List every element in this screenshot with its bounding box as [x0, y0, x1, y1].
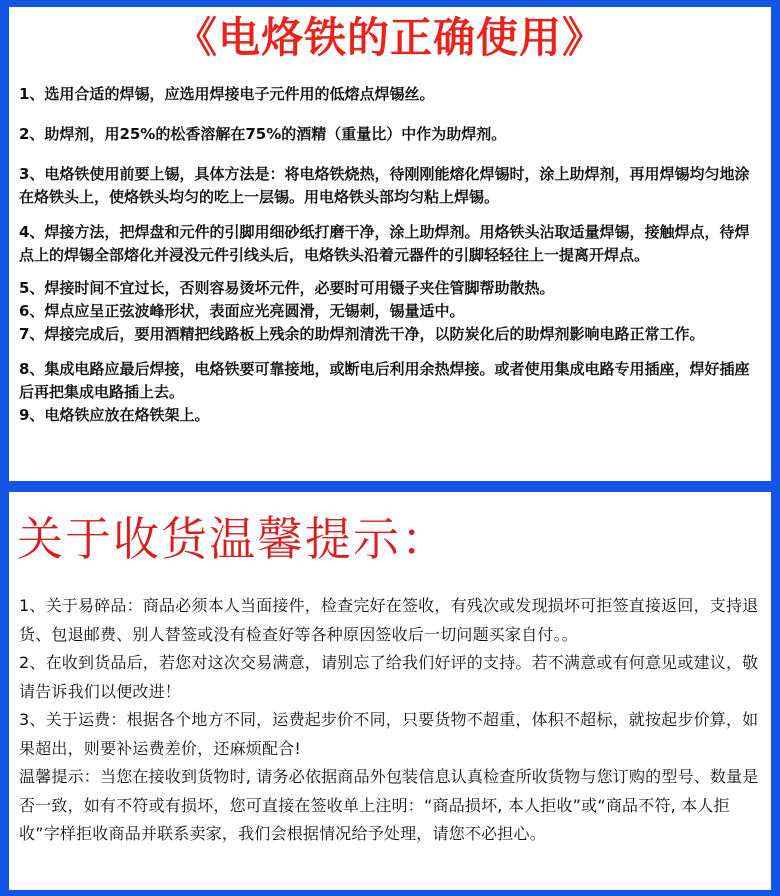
usage-item-6: 6、焊点应呈正弦波峰形状，表面应光亮圆滑，无锡刺，锡量适中。: [19, 302, 465, 320]
tip-item-reminder: 温馨提示：当您在接收到货物时, 请务必依据商品外包装信息认真检查所收货物与您订购的型号、数量是否一致，如有不符或有损坏，您可直接在签收单上注明：“商品损坏, 本人拒收”或“商品不符, 本人拒收”字样拒收商品并联系卖家，我们会根据情况给予处理，请您不必担心。: [19, 767, 759, 843]
tips-list: [9, 592, 771, 849]
usage-title: 《电烙铁的正确使用》: [174, 13, 605, 62]
usage-item-3: 3、电烙铁使用前要上锡，具体方法是：将电烙铁烧热，待刚刚能熔化焊锡时，涂上助焊剂，再用焊锡均匀地涂在烙铁头上，使烙铁头均匀的吃上一层锡。用电烙铁头部均匀粘上焊锡。: [19, 165, 750, 206]
usage-item-9: 9、电烙铁应放在烙铁架上。: [19, 406, 210, 424]
usage-list: [9, 83, 771, 427]
shipping-tips-panel: [9, 492, 771, 890]
usage-panel: [9, 7, 771, 481]
tip-item-shipping-fee: 3、关于运费：根据各个地方不同，运费起步价不同，只要货物不超重，体积不超标，就按起步价算，如果超出，则要补运费差价，还麻烦配合!: [19, 710, 759, 758]
tip-item-review: 2、在收到货品后，若您对这次交易满意，请别忘了给我们好评的支持。若不满意或有何意见或建议，敬请告诉我们以便改进！: [19, 653, 759, 701]
usage-item-5: 5、焊接时间不宜过长，否则容易烫坏元件，必要时可用镊子夹住管脚帮助散热。: [19, 279, 555, 297]
usage-item-8: 8、集成电路应最后焊接，电烙铁要可靠接地，或断电后利用余热焊接。或者使用集成电路专用插座，焊好插座后再把集成电路插上去。: [19, 360, 750, 401]
usage-item-4: 4、焊接方法，把焊盘和元件的引脚用细砂纸打磨干净，涂上助焊剂。用烙铁头沾取适量焊锡，接触焊点，待焊点上的焊锡全部熔化并浸没元件引线头后，电烙铁头沿着元器件的引脚轻轻往上一提离开焊点。: [19, 223, 750, 264]
usage-item-7: 7、焊接完成后，要用酒精把线路板上残余的助焊剂清洗干净，以防炭化后的助焊剂影响电路正常工作。: [19, 325, 705, 343]
usage-item-1: 1、选用合适的焊锡，应选用焊接电子元件用的低熔点焊锡丝。: [19, 85, 435, 103]
tip-item-fragile: 1、关于易碎品：商品必须本人当面接件，检查完好在签收，有残次或发现损坏可拒签直接返回，支持退货、包退邮费、别人替签或没有检查好等各种原因签收后一切问题买家自付。。: [19, 596, 759, 644]
usage-item-2: 2、助焊剂，用25%的松香溶解在75%的酒精（重量比）中作为助焊剂。: [19, 125, 507, 143]
tips-title: 关于收货温馨提示：: [17, 512, 449, 566]
